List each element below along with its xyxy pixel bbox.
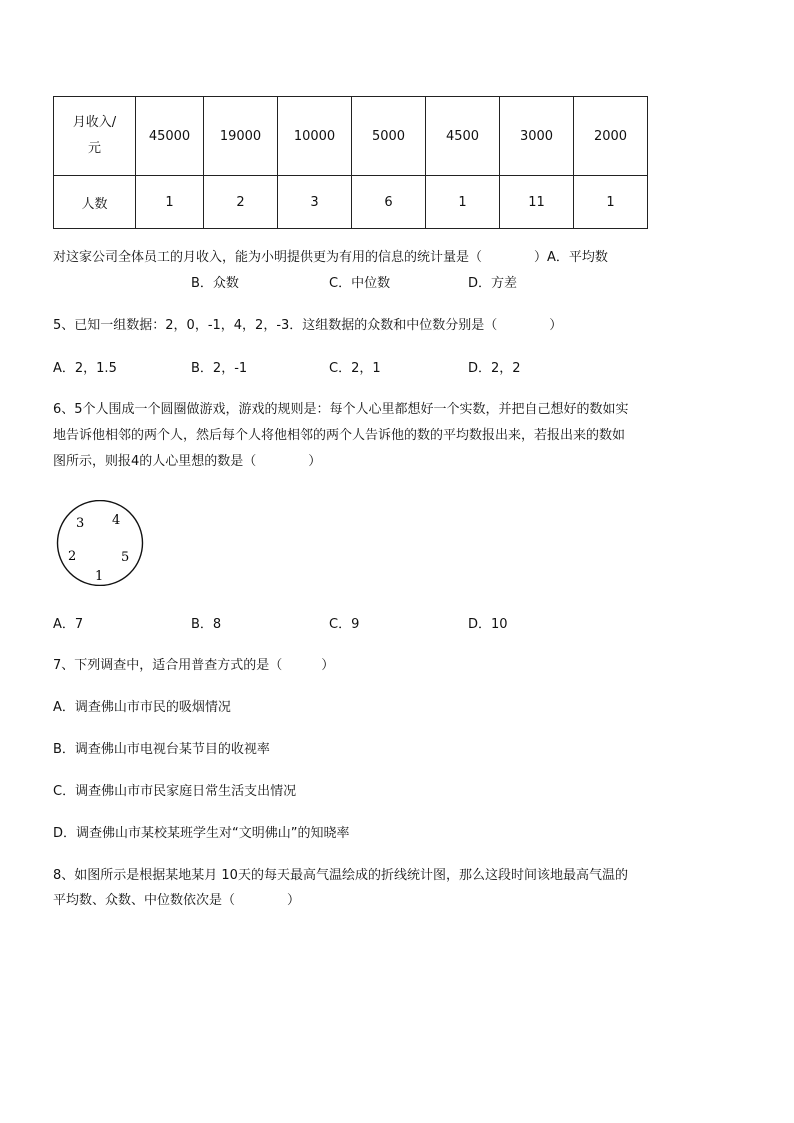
q7-option-d: D．调查佛山市某校某班学生对“文明佛山”的知晓率	[53, 826, 350, 841]
q5-option-a: A．2，1.5	[53, 361, 117, 376]
q6-line-1: 6、5个人围成一个圆圈做游戏，游戏的规则是：每个人心里都想好一个实数，并把自己想好的数如实	[53, 402, 629, 417]
circle-number: 3	[76, 516, 85, 531]
income-cell: 10000	[278, 97, 352, 176]
q6-option-a: A．7	[53, 617, 84, 632]
circle-number: 2	[68, 549, 77, 564]
income-cell: 4500	[426, 97, 500, 176]
q7-option-b: B．调查佛山市电视台某节目的收视率	[53, 742, 270, 757]
income-cell: 19000	[204, 97, 278, 176]
q5-option-b: B．2，-1	[191, 361, 248, 376]
count-cell: 11	[500, 176, 574, 229]
q6-option-b: B．8	[191, 617, 222, 632]
circle-number: 4	[112, 513, 121, 528]
q7-stem: 7、下列调查中，适合用普查方式的是（ ）	[53, 658, 335, 673]
circle-number: 1	[95, 569, 104, 584]
count-cell: 3	[278, 176, 352, 229]
count-cell: 2	[204, 176, 278, 229]
q7-option-a: A．调查佛山市市民的吸烟情况	[53, 700, 231, 715]
income-table	[53, 96, 648, 229]
income-cell: 45000	[136, 97, 204, 176]
q6-option-c: C．9	[329, 617, 360, 632]
q5-stem: 5、已知一组数据：2，0，-1，4，2，-3．这组数据的众数和中位数分别是（ ）	[53, 318, 563, 333]
count-header-cell: 人数	[54, 176, 136, 229]
income-header-cell	[54, 97, 136, 176]
q7-option-c: C．调查佛山市市民家庭日常生活支出情况	[53, 784, 297, 799]
count-cell: 1	[426, 176, 500, 229]
income-header-label-1: 月收入/	[72, 115, 117, 130]
count-cell: 1	[574, 176, 648, 229]
income-cell: 2000	[574, 97, 648, 176]
q5-option-d: D．2，2	[468, 361, 521, 376]
income-cell: 5000	[352, 97, 426, 176]
circle-number: 5	[121, 550, 130, 565]
q6-line-2: 地告诉他相邻的两个人，然后每个人将他相邻的两个人告诉他的数的平均数报出来，若报出来的数如	[53, 428, 626, 443]
q6-option-d: D．10	[468, 617, 508, 632]
q8-line-2: 平均数、众数、中位数依次是（ ）	[53, 893, 301, 908]
q4-option-c: C．中位数	[329, 276, 391, 291]
q4-option-d: D．方差	[468, 276, 518, 291]
count-cell: 6	[352, 176, 426, 229]
table-row-count	[54, 176, 648, 229]
q4-option-b: B．众数	[191, 276, 239, 291]
income-cell: 3000	[500, 97, 574, 176]
income-header-label-2: 元	[87, 141, 101, 156]
q5-option-c: C．2，1	[329, 361, 381, 376]
q6-line-3: 图所示，则报4的人心里想的数是（ ）	[53, 454, 322, 469]
number-circle-figure	[54, 500, 148, 586]
q4-stem: 对这家公司全体员工的月收入，能为小明提供更为有用的信息的统计量是（ ）A．平均数	[53, 250, 608, 265]
count-cell: 1	[136, 176, 204, 229]
q8-line-1: 8、如图所示是根据某地某月 10天的每天最高气温绘成的折线统计图，那么这段时间该地最高气温的	[53, 868, 628, 883]
table-row-income	[54, 97, 648, 176]
